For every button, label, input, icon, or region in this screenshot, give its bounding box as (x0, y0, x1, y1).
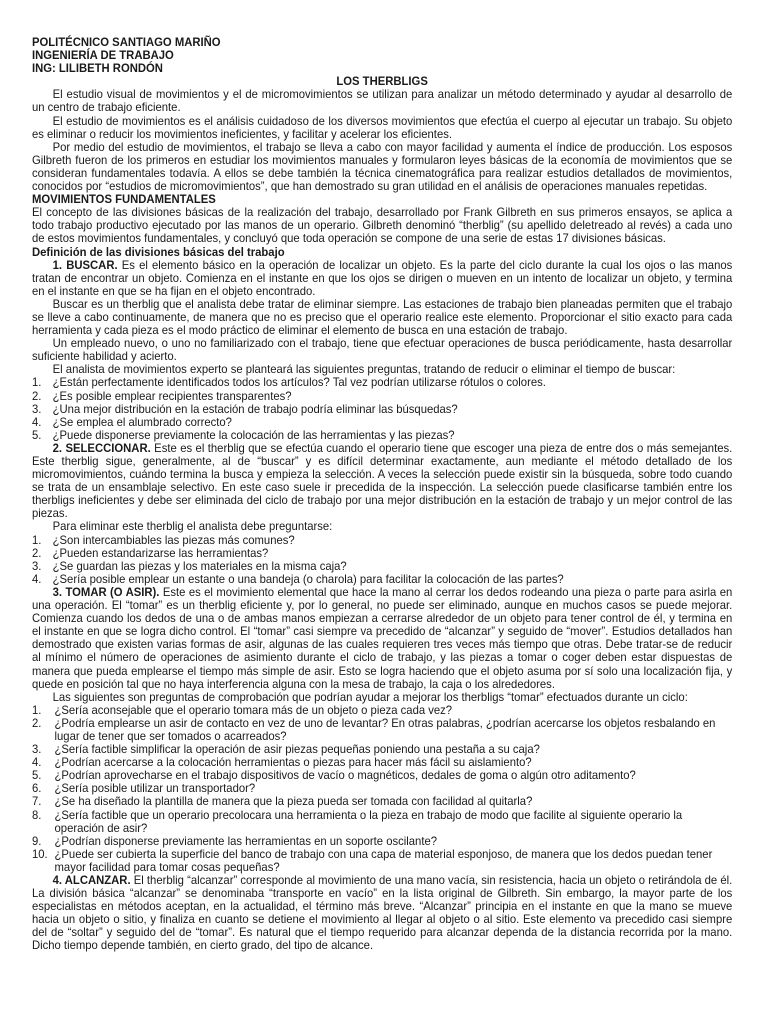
list-item-number: 2. (31, 388, 42, 403)
list-item (32, 429, 732, 442)
list-item-text: ¿Sería factible que un operario precolocara una herramienta o la pieza en trabajo de modo que facilite al siguiente operario la operación de asir? (54, 807, 683, 835)
list-item-number: 4. (31, 571, 42, 586)
program-name: INGENIERÍA DE TRABAJO (31, 48, 174, 63)
list-item-number: 1. (31, 702, 42, 717)
list-item-text: ¿Podría emplearse un asir de contacto en vez de uno de levantar? En otras palabras, ¿podrían acercarse los objetos resbalando en lugar de tener que ser tomados o acarreados? (54, 715, 716, 743)
alcanzar-text: El therblig “alcanzar” corresponde al movimiento de una mano vacía, sin resistencia, hacia un objeto o retirándola de él. La división básica “alcanzar” se denominaba “transporte en vacío” en la lista original de Gilbreth. Sin embargo, la mayor parte de los especialistas en métodos aceptan, en la actualidad, el término más breve. “Alcanzar” principia en el instante en que la mano se mueve hacia un objeto o sitio, y finaliza en cuanto se detiene el movimiento al llegar al objeto o al sitio. Este elemento va precedido casi siempre del de “soltar” y seguido del de “tomar”. Es natural que el tiempo requerido para alcanzar dependa de la distancia recorrida por la mano. Dicho tiempo depende también, en cierto grado, del tipo de alcance. (31, 873, 733, 953)
list-item-number: 2. (31, 545, 42, 560)
list-item-text: ¿Sería aconsejable que el operario tomara más de un objeto o pieza cada vez? (54, 702, 453, 717)
list-item-text: ¿Pueden estandarizarse las herramientas? (52, 545, 269, 560)
list-item-text: ¿Podrían acercarse a la colocación herramientas o piezas para hacer más fácil su aislamiento? (54, 755, 532, 770)
list-item (32, 573, 732, 586)
seleccionar-paragraph-1 (32, 442, 732, 521)
list-item-number: 7. (31, 794, 42, 809)
list-item-number: 10. (31, 846, 48, 861)
intro-paragraph-3: Por medio del estudio de movimientos, el trabajo se lleva a cabo con mayor facilidad y aumenta el índice de producción. Los esposos Gilbreth fueron de los primeros en estudiar los movimientos manuales y formularon leyes básicas de la economía de movimientos que se consideran fundamentales todavía. A ellos se debe también la técnica cinematográfica para realizar estudios detallados de movimientos, conocidos por “estudios de micromovimientos”, que han demostrado su gran utilidad en el análisis de operaciones manuales repetidas. (31, 139, 733, 194)
fundamentals-paragraph: El concepto de las divisiones básicas de la realización del trabajo, desarrollado por Frank Gilbreth en sus primeros ensayos, se aplica a todo trabajo productivo ejecutado por las manos de un operario. Gilbreth denominó “therblig” (su apellido deletreado al revés) a cada uno de estos movimientos fundamentales, y concluyó que toda operación se compone de una serie de estas 17 divisiones básicas. (31, 205, 733, 246)
list-item-number: 4. (31, 414, 42, 429)
alcanzar-lead: 4. ALCANZAR. (52, 873, 131, 887)
intro-paragraph-2: El estudio de movimientos es el análisis cuidadoso de los diversos movimientos que efectúa el cuerpo al ejecutar un trabajo. Su objeto es eliminar o reducir los movimientos ineficientes, y facilitar y acelerar los eficientes. (31, 113, 733, 141)
list-item (32, 848, 732, 874)
list-item-number: 5. (31, 427, 42, 442)
list-item (32, 717, 732, 743)
list-item-number: 4. (31, 755, 42, 770)
list-item-number: 1. (31, 532, 42, 547)
list-item-number: 1. (31, 375, 42, 390)
list-item-text: ¿Están perfectamente identificados todos los artículos? Tal vez podrían utilizarse rótulos o colores. (52, 375, 546, 390)
list-item-text: ¿Se emplea el alumbrado correcto? (52, 414, 232, 429)
institution-name: POLITÉCNICO SANTIAGO MARIÑO (31, 35, 221, 49)
tomar-paragraph-1 (32, 586, 732, 691)
document-title: LOS THERBLIGS (336, 74, 428, 89)
list-item-text: ¿Puede disponerse previamente la colocación de las herramientas y las piezas? (52, 427, 455, 442)
buscar-text: Es el elemento básico en la operación de localizar un objeto. Es la parte del ciclo durante la cual los ojos o las manos tratan de encontrar un objeto. Comienza en el instante en que los ojos se dirigen o mueven en un intento de localizar un objeto, y termina en el instante en que se ha fijan en el objeto encontrado. (31, 257, 733, 298)
buscar-paragraph-1 (32, 259, 732, 298)
list-item-text: ¿Podrían disponerse previamente las herramientas en un soporte oscilante? (54, 833, 438, 848)
buscar-lead: 1. BUSCAR. (52, 257, 118, 272)
seleccionar-paragraph-2: Para eliminar este therblig el analista debe preguntarse: (52, 519, 333, 534)
list-item-text: ¿Puede ser cubierta la superficie del banco de trabajo con una capa de material esponjoso, de manera que los dedos puedan tener mayor facilidad para tomar cosas pequeñas? (54, 846, 713, 874)
list-item-text: ¿Sería posible utilizar un transportador? (54, 781, 256, 796)
list-item-text: ¿Podrían aprovecharse en el trabajo dispositivos de vacío o magnéticos, dedales de goma o algún otro aditamento? (54, 768, 636, 783)
list-item-text: ¿Se ha diseñado la plantilla de manera que la pieza pueda ser tomada con facilidad al quitarla? (54, 794, 533, 809)
list-item-text: ¿Se guardan las piezas y los materiales en la misma caja? (52, 558, 347, 573)
list-item-number: 9. (31, 833, 42, 848)
seleccionar-lead: 2. SELECCIONAR. (52, 440, 151, 455)
list-item-text: ¿Sería factible simplificar la operación de asir piezas pequeñas poniendo una pestaña a su caja? (54, 742, 540, 757)
fundamentals-heading: MOVIMIENTOS FUNDAMENTALES (31, 192, 216, 207)
list-item-number: 3. (31, 558, 42, 573)
list-item (32, 809, 732, 835)
tomar-paragraph-2: Las siguientes son preguntas de comprobación que podrían ayudar a mejorar los therbligs “tomar” efectuados durante un ciclo: (52, 689, 688, 704)
tomar-lead: 3. TOMAR (O ASIR). (52, 584, 160, 599)
list-item-text: ¿Una mejor distribución en la estación de trabajo podría eliminar las búsquedas? (52, 401, 458, 416)
alcanzar-paragraph-1 (32, 874, 732, 953)
list-item-number: 6. (31, 781, 42, 796)
seleccionar-question-list (32, 534, 732, 586)
instructor-name: ING: LILIBETH RONDÓN (31, 61, 163, 76)
list-item-text: ¿Son intercambiables las piezas más comunes? (52, 532, 295, 547)
list-item-number: 3. (31, 401, 42, 416)
tomar-text: Este es el movimiento elemental que hace la mano al cerrar los dedos rodeando una pieza o parte para asirla en una operación. El “tomar” es un therblig eficiente y, por lo general, no puede ser eliminado, aunque en muchos casos se puede mejorar. Comienza cuando los dedos de una o de ambas manos empiezan a cerrarse alrededor de un objeto para tener control de él, y termina en el instante en que se logra dicho control. El “tomar” casi siempre va precedido de “alcanzar” y seguido de “mover”. Estudios detallados han demostrado que existen varias formas de asir, algunas de las cuales requieren tres veces más tiempo que otras. Debe tratar-se de reducir al mínimo el número de operaciones de asimiento durante el ciclo de trabajo, y las piezas a tomar o coger deben estar dispuestas de manera que pueda emplearse el tiempo más simple de asir. Esto se logra haciendo que el objeto asuma por sí solo una localización fija, y quede en posición tal que no haya interferencia alguna con la mesa de trabajo, la caja o los alrededores. (31, 584, 733, 691)
list-item-number: 8. (31, 807, 42, 822)
list-item-number: 5. (31, 768, 42, 783)
buscar-question-list (32, 376, 732, 441)
buscar-paragraph-4: El analista de movimientos experto se planteará las siguientes preguntas, tratando de reducir o eliminar el tiempo de buscar: (52, 362, 676, 377)
list-item-text: ¿Sería posible emplear un estante o una bandeja (o charola) para facilitar la colocación de las partes? (52, 571, 564, 586)
list-item-text: ¿Es posible emplear recipientes transparentes? (52, 388, 292, 403)
intro-paragraph-1: El estudio visual de movimientos y el de micromovimientos se utilizan para analizar un método determinado y ayudar al desarrollo de un centro de trabajo eficiente. (31, 87, 733, 115)
tomar-question-list (32, 704, 732, 874)
list-item-number: 2. (31, 715, 42, 730)
buscar-paragraph-2: Buscar es un therblig que el analista debe tratar de eliminar siempre. Las estaciones de trabajo bien planeadas permiten que el trabajo se lleve a cabo continuamente, de manera que no es preciso que el operario realice este elemento. Proporcionar el sitio exacto para cada herramienta y cada pieza es el modo práctico de eliminar el elemento de busca en una estación de trabajo. (31, 296, 733, 338)
buscar-paragraph-3: Un empleado nuevo, o uno no familiarizado con el trabajo, tiene que efectuar operaciones de busca periódicamente, hasta desarrollar suficiente habilidad y acierto. (31, 336, 733, 364)
seleccionar-text: Este es el therblig que se efectúa cuando el operario tiene que escoger una pieza de entre dos o más semejantes. Este therblig sigue, generalmente, al de “buscar” y es difícil determinar exactamente, aun mediante el método detallado de los micromovimientos, cuándo termina la busca y empieza la selección. A veces la selección puede existir sin la búsqueda, sobre todo cuando se trata de un ensamblaje selectivo. En este caso suele ir precedida de la inspección. La selección puede clasificarse también entre los therbligs ineficientes y debe ser eliminada del ciclo de trabajo por una mejor distribución en la estación de trabajo y un mejor control de las piezas. (31, 440, 733, 521)
definition-heading: Definición de las divisiones básicas del trabajo (31, 244, 285, 259)
list-item-number: 3. (31, 742, 42, 757)
